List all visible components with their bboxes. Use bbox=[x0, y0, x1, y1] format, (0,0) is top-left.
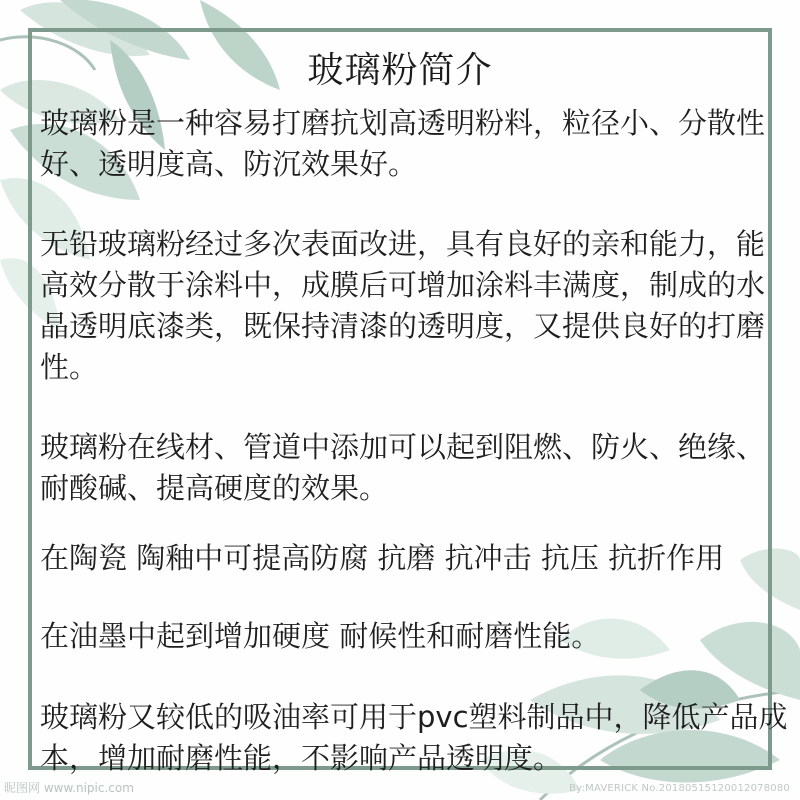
paragraph-lead-free: 无铅玻璃粉经过多次表面改进，具有良好的亲和能力，能高效分散于涂料中，成膜后可增加涂料丰满度，制成的水晶透明底漆类，既保持清漆的透明度，又提供良好的打磨性。 bbox=[40, 227, 766, 384]
paragraph-wires-pipes: 玻璃粉在线材、管道中添加可以起到阻燃、防火、绝缘、耐酸碱、提高硬度的效果。 bbox=[40, 430, 766, 505]
paragraph-ink: 在油墨中起到增加硬度 耐候性和耐磨性能。 bbox=[40, 619, 601, 653]
paragraph-ceramics: 在陶瓷 陶釉中可提高防腐 抗磨 抗冲击 抗压 抗折作用 bbox=[40, 541, 725, 575]
paragraph-intro: 玻璃粉是一种容易打磨抗划高透明粉料，粒径小、分散性好、透明度高、防沉效果好。 bbox=[40, 106, 766, 181]
watermark-site: 昵图网 www.nipic.com bbox=[4, 781, 134, 795]
paragraph-pvc: 玻璃粉又较低的吸油率可用于pvc塑料制品中，降低产品成本，增加耐磨性能，不影响产品透明度。 bbox=[40, 700, 788, 775]
page-title: 玻璃粉简介 bbox=[307, 50, 493, 91]
watermark-id: By:MAVERICK No.20180515120012078080 bbox=[569, 783, 790, 794]
